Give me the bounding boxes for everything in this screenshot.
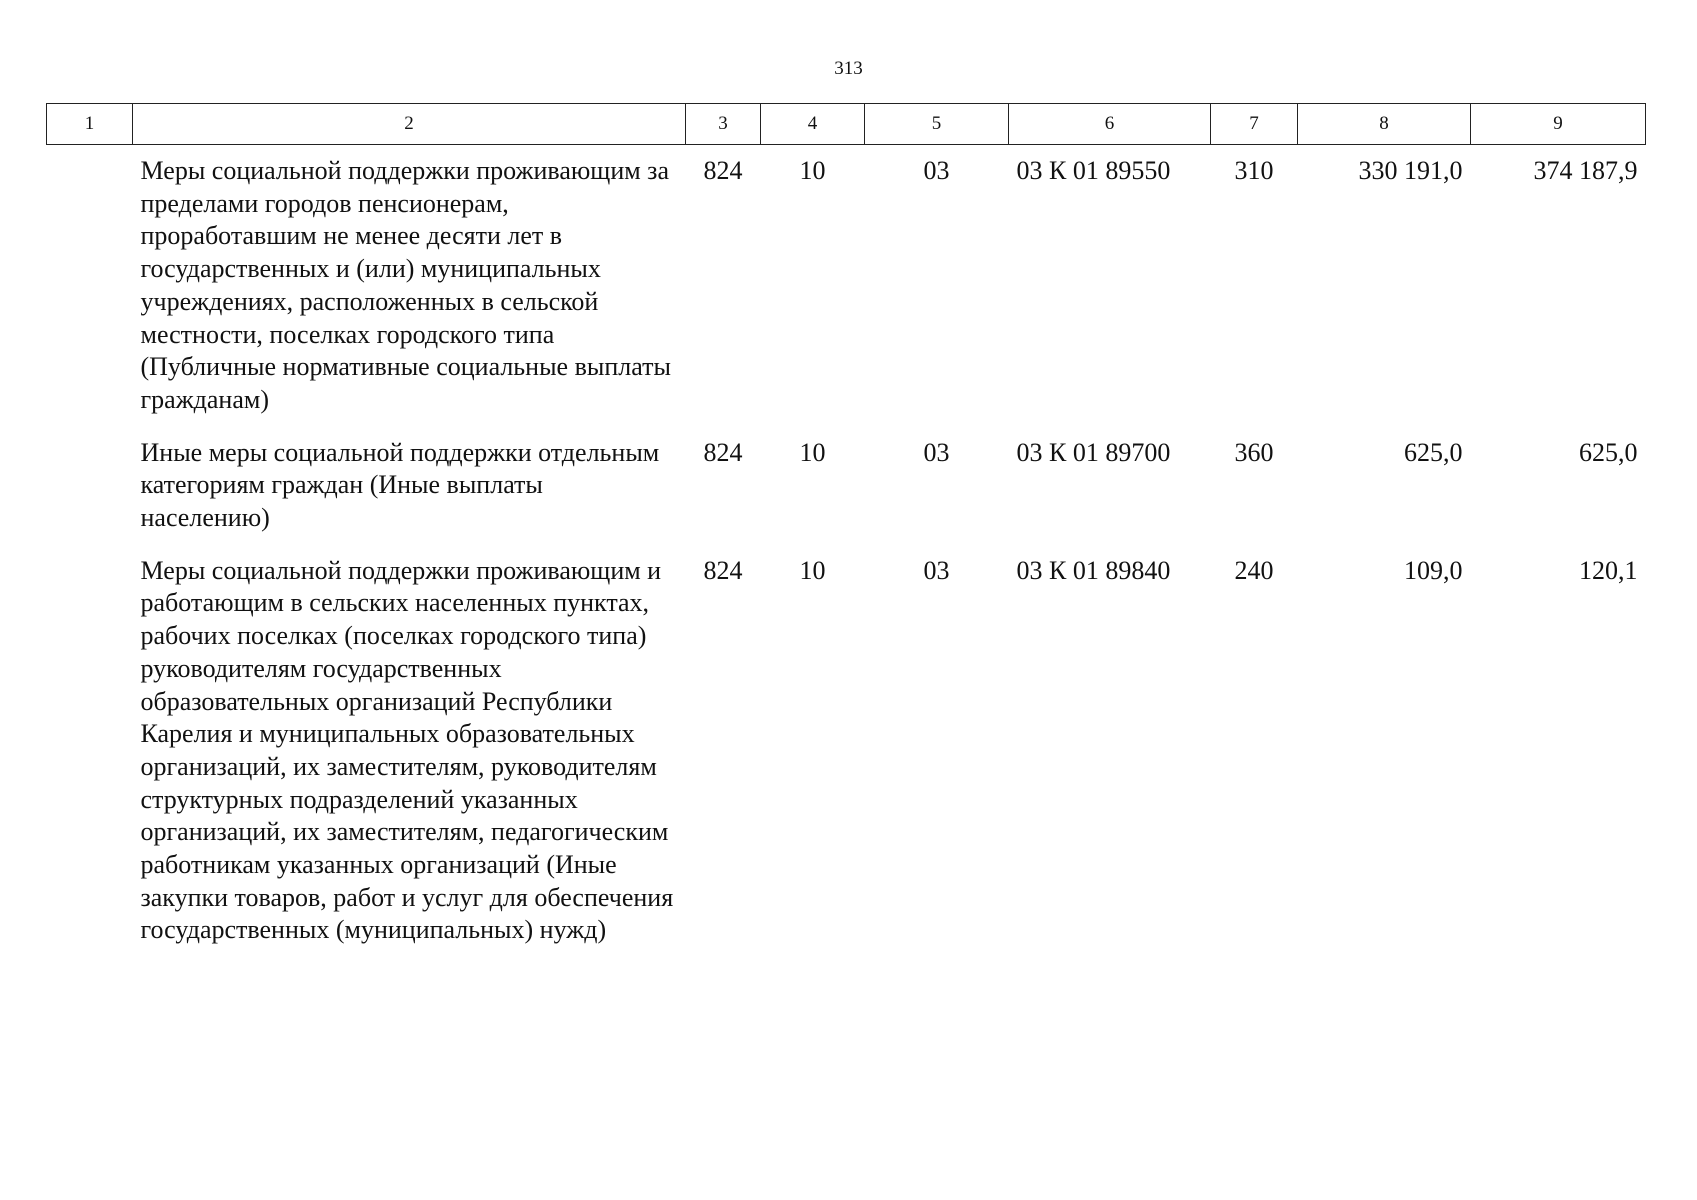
header-row	[47, 104, 1646, 145]
row-col8: 109,0	[1404, 555, 1463, 585]
row-col8: 625,0	[1404, 437, 1463, 467]
row-col9: 120,1	[1579, 555, 1638, 585]
row-col6: 03 К 01 89550	[1016, 156, 1171, 185]
column-header-8: 8	[1298, 104, 1471, 145]
column-header-7: 7	[1211, 104, 1298, 145]
column-header-3: 3	[686, 104, 761, 145]
row-col3: 824	[703, 156, 743, 185]
table-row	[47, 427, 1646, 545]
row-col5: 03	[923, 555, 950, 585]
row-description: Иные меры социальной поддержки отдельным категориям граждан (Иные выплаты населению)	[140, 437, 660, 533]
row-description: Меры социальной поддержки проживающим за пределами городов пенсионерам, проработавшим не менее десяти лет в государственных и (или) муниципальных учреждениях, расположенных в сельской местности, поселках городского типа (Публичные нормативные социальные выплаты гражданам)	[140, 156, 671, 414]
row-col6: 03 К 01 89700	[1016, 437, 1171, 467]
row-col9: 625,0	[1579, 437, 1638, 467]
row-description: Меры социальной поддержки проживающим и работающим в сельских населенных пунктах, рабочих поселках (поселках городского типа) руководителям государственных образовательных организаций Республики Карелия и муниципальных образовательных организаций, их заместителям, руководителям структурных подразделений указанных организаций, их заместителям, педагогическим работникам указанных организаций (Иные закупки товаров, работ и услуг для обеспечения государственных (муниципальных) нужд)	[140, 555, 674, 945]
column-header-5: 5	[865, 104, 1009, 145]
table-row	[47, 545, 1646, 957]
row-col5: 03	[923, 156, 950, 185]
budget-table	[46, 103, 1646, 957]
row-col8: 330 191,0	[1358, 156, 1463, 185]
column-header-2: 2	[133, 104, 686, 145]
row-col4: 10	[799, 437, 826, 467]
row-col3: 824	[703, 555, 743, 585]
column-header-4: 4	[761, 104, 865, 145]
row-col7: 360	[1234, 437, 1274, 467]
row-col5: 03	[923, 437, 950, 467]
row-empty-cell	[47, 545, 133, 957]
table-row	[47, 145, 1646, 427]
row-col4: 10	[799, 555, 826, 585]
row-col7: 240	[1234, 555, 1274, 585]
table-body	[47, 145, 1646, 958]
column-header-6: 6	[1009, 104, 1211, 145]
table-header	[47, 104, 1646, 145]
row-col4: 10	[799, 156, 826, 185]
row-col3: 824	[703, 437, 743, 467]
column-header-9: 9	[1471, 104, 1646, 145]
row-col6: 03 К 01 89840	[1016, 555, 1171, 585]
row-empty-cell	[47, 145, 133, 427]
row-empty-cell	[47, 427, 133, 545]
row-col7: 310	[1234, 156, 1274, 185]
column-header-1: 1	[47, 104, 133, 145]
page-number: 313	[834, 58, 863, 79]
row-col9: 374 187,9	[1533, 156, 1638, 185]
